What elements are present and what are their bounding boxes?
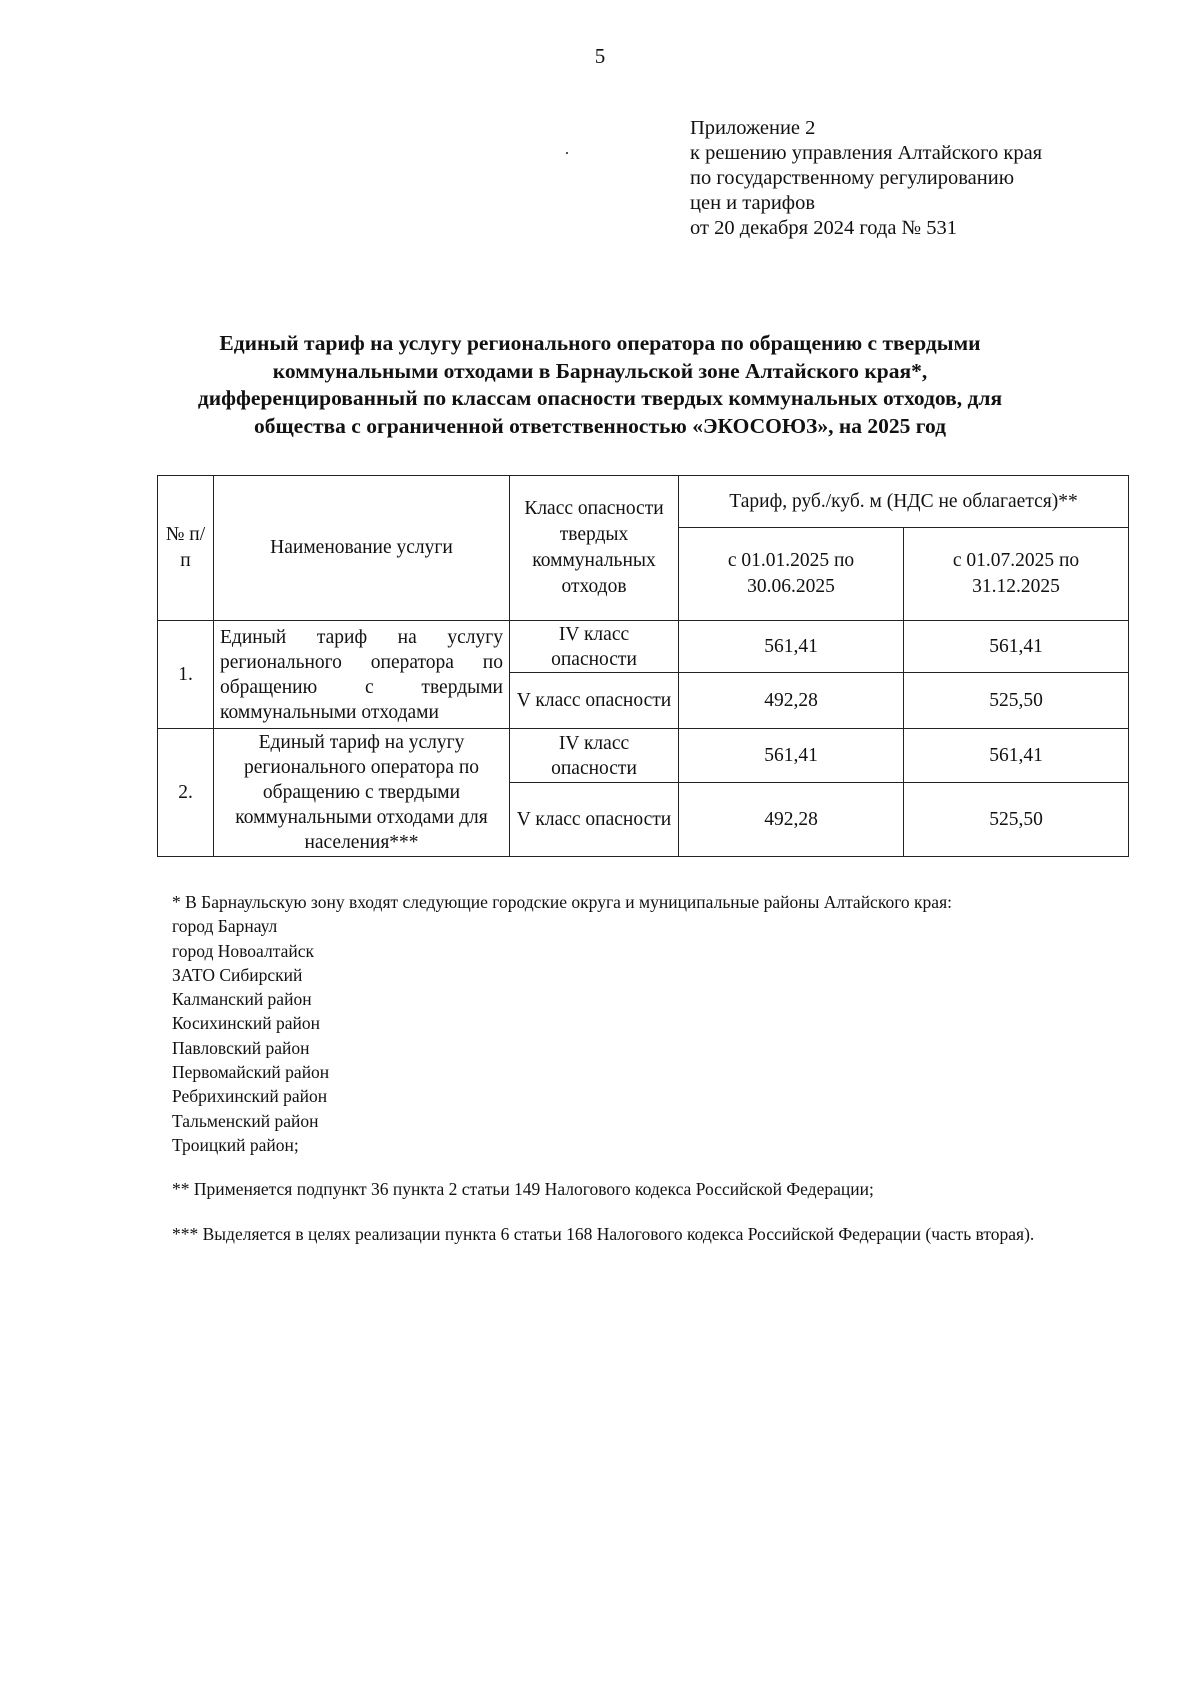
- hazard-class: V класс опасности: [510, 673, 679, 729]
- scan-dot: [566, 152, 568, 154]
- table-header-row: [158, 476, 1129, 528]
- footnote-population: *** Выделяется в целях реализации пункта 6 статьи 168 Налогового кодекса Российской Федерации (часть вторая).: [172, 1223, 1035, 1244]
- tariff-value: 492,28: [679, 783, 904, 857]
- appendix-line: цен и тарифов: [690, 192, 816, 214]
- appendix-reference: [690, 116, 1042, 241]
- title-line: коммунальными отходами в Барнаульской зоне Алтайского края*,: [272, 358, 928, 383]
- tariff-value: 561,41: [904, 729, 1129, 783]
- header-period-2: с 01.07.2025 по 31.12.2025: [904, 528, 1129, 621]
- appendix-line: Приложение 2: [690, 117, 816, 139]
- zone-list-item: Косихинский район: [172, 1013, 320, 1034]
- hazard-class: V класс опасности: [510, 783, 679, 857]
- tariff-value: 561,41: [679, 729, 904, 783]
- title-line: дифференцированный по классам опасности твердых коммунальных отходов, для: [197, 386, 1003, 410]
- footnotes: [172, 890, 1122, 1246]
- footnote-vat: ** Применяется подпункт 36 пункта 2 статьи 149 Налогового кодекса Российской Федерации;: [172, 1179, 874, 1200]
- title-line: общества с ограниченной ответственностью «ЭКОСОЮЗ», на 2025 год: [253, 413, 947, 438]
- header-name: Наименование услуги: [214, 476, 510, 621]
- tariff-value: 525,50: [904, 783, 1129, 857]
- tariff-table: [157, 475, 1129, 857]
- zone-list-item: Троицкий район;: [172, 1134, 299, 1155]
- tariff-value: 492,28: [679, 673, 904, 729]
- zone-list-item: Калманский район: [172, 989, 312, 1010]
- page-number: 5: [594, 44, 606, 68]
- header-tariff: Тариф, руб./куб. м (НДС не облагается)**: [679, 476, 1129, 528]
- tariff-value: 561,41: [679, 621, 904, 673]
- header-num: № п/п: [158, 476, 214, 621]
- zone-list-item: город Барнаул: [172, 916, 278, 937]
- row-number: 1.: [158, 621, 214, 729]
- appendix-line: по государственному регулированию: [690, 167, 1015, 189]
- zone-list-item: Тальменский район: [172, 1110, 319, 1131]
- hazard-class: IV класс опасности: [510, 729, 679, 783]
- row-number: 2.: [158, 729, 214, 857]
- hazard-class: IV класс опасности: [510, 621, 679, 673]
- row-service-name: Единый тариф на услугу регионального оператора по обращению с твердыми коммунальными отходами для населения***: [214, 729, 510, 857]
- tariff-value: 561,41: [904, 621, 1129, 673]
- zone-list-item: Первомайский район: [172, 1062, 330, 1083]
- zone-list-item: ЗАТО Сибирский: [172, 964, 303, 985]
- appendix-line: к решению управления Алтайского края: [690, 142, 1043, 164]
- zone-list-item: город Новоалтайск: [172, 940, 314, 961]
- zone-list-item: Ребрихинский район: [172, 1086, 328, 1107]
- title-line: Единый тариф на услугу регионального оператора по обращению с твердыми: [219, 331, 981, 355]
- table-row: [158, 729, 1129, 783]
- row-service-name: Единый тариф на услугу регионального оператора по обращению с твердыми коммунальными отходами: [214, 621, 510, 729]
- zone-list-item: Павловский район: [172, 1037, 310, 1058]
- header-class: Класс опасности твердых коммунальных отходов: [510, 476, 679, 621]
- document-title: [150, 330, 1050, 440]
- table-row: [158, 621, 1129, 673]
- header-period-1: с 01.01.2025 по 30.06.2025: [679, 528, 904, 621]
- appendix-line: от 20 декабря 2024 года № 531: [690, 217, 957, 239]
- footnote-zone-intro: * В Барнаульскую зону входят следующие городские округа и муниципальные районы Алтайского края:: [172, 892, 952, 912]
- tariff-value: 525,50: [904, 673, 1129, 729]
